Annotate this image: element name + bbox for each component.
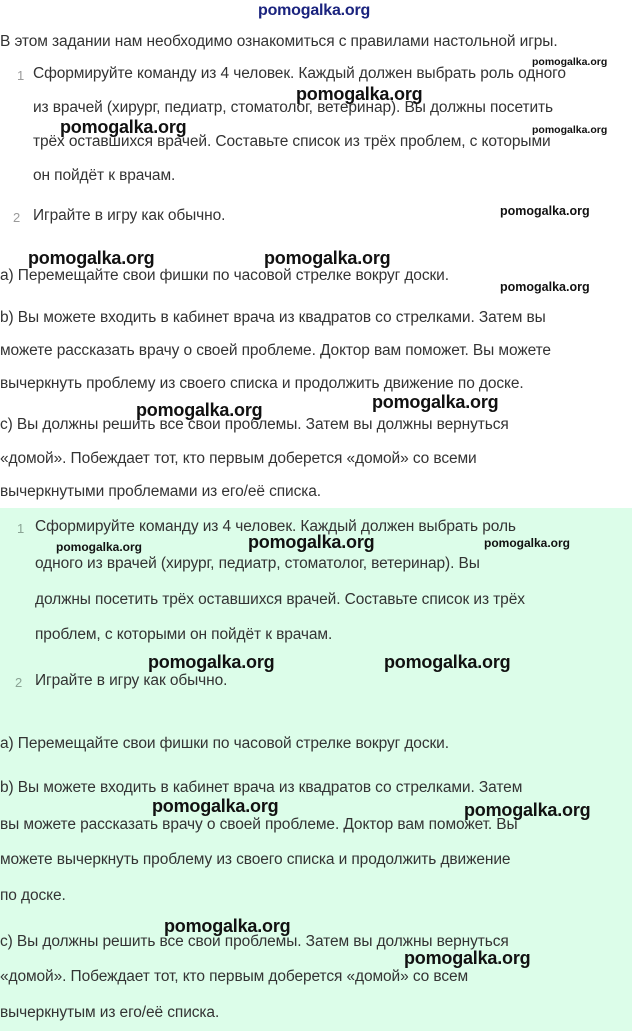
watermark: pomogalka.org (464, 800, 591, 820)
paragraph-c: c) Вы должны решить все свои проблемы. Затем вы должны вернуться (0, 933, 509, 950)
list-item-text: Играйте в игру как обычно. (35, 672, 228, 689)
watermark: pomogalka.org (372, 392, 499, 412)
watermark: pomogalka.org (484, 536, 571, 550)
paragraph-b: вы можете рассказать врачу о своей проблеме. Доктор вам поможет. Вы (0, 816, 518, 833)
watermark: pomogalka.org (296, 84, 423, 104)
paragraph-c: c) Вы должны решить все свои проблемы. Затем вы должны вернуться (0, 416, 509, 433)
list-item-text: проблем, с которыми он пойдёт к врачам. (35, 626, 333, 643)
answer-block (0, 508, 632, 1031)
list-number: 1 (17, 68, 25, 83)
paragraph-b: вычеркнуть проблему из своего списка и продолжить движение по доске. (0, 375, 524, 392)
paragraph-b: по доске. (0, 887, 66, 904)
list-number: 2 (15, 675, 23, 690)
paragraph-c: вычеркнутыми проблемами из его/её списка. (0, 483, 321, 500)
watermark: pomogalka.org (500, 280, 590, 294)
list-item-text: из врачей (хирург, педиатр, стоматолог, ветеринар). Вы должны посетить (33, 99, 553, 116)
watermark: pomogalka.org (264, 248, 391, 268)
list-item-text: одного из врачей (хирург, педиатр, стоматолог, ветеринар). Вы (35, 555, 480, 572)
watermark: pomogalka.org (404, 948, 531, 968)
watermark: pomogalka.org (28, 248, 155, 268)
watermark: pomogalka.org (500, 204, 590, 218)
intro-text: В этом задании нам необходимо ознакомиться с правилами настольной игры. (0, 33, 558, 50)
list-item-text: трёх оставшихся врачей. Составьте список из трёх проблем, с которыми (33, 133, 551, 150)
watermark: pomogalka.org (148, 652, 275, 672)
list-number: 1 (17, 521, 25, 536)
site-title: pomogalka.org (258, 2, 371, 19)
watermark: pomogalka.org (532, 124, 608, 136)
watermark: pomogalka.org (60, 117, 187, 137)
paragraph-c: «домой». Побеждает тот, кто первым доберется «домой» со всеми (0, 450, 477, 467)
paragraph-b: можете рассказать врачу о своей проблеме. Доктор вам поможет. Вы можете (0, 342, 551, 359)
list-item-text: Сформируйте команду из 4 человек. Каждый должен выбрать роль (35, 518, 516, 535)
paragraph-c: «домой». Побеждает тот, кто первым доберется «домой» со всем (0, 968, 469, 985)
watermark: pomogalka.org (384, 652, 511, 672)
list-number: 2 (13, 210, 21, 225)
watermark: pomogalka.org (136, 400, 263, 420)
paragraph-b: b) Вы можете входить в кабинет врача из квадратов со стрелками. Затем вы (0, 309, 546, 326)
list-item-text: Играйте в игру как обычно. (33, 207, 226, 224)
watermark: pomogalka.org (152, 796, 279, 816)
list-item-text: он пойдёт к врачам. (33, 167, 176, 184)
watermark: pomogalka.org (532, 56, 608, 68)
paragraph-a: a) Перемещайте свои фишки по часовой стрелке вокруг доски. (0, 735, 449, 752)
paragraph-c: вычеркнутым из его/её списка. (0, 1004, 220, 1021)
paragraph-b: b) Вы можете входить в кабинет врача из квадратов со стрелками. Затем (0, 779, 523, 796)
watermark: pomogalka.org (248, 532, 375, 552)
list-item-text: должны посетить трёх оставшихся врачей. Составьте список из трёх (35, 591, 525, 608)
list-item-text: Сформируйте команду из 4 человек. Каждый должен выбрать роль одного (33, 65, 566, 82)
paragraph-b: можете вычеркнуть проблему из своего списка и продолжить движение (0, 851, 511, 868)
watermark: pomogalka.org (164, 916, 291, 936)
watermark: pomogalka.org (56, 540, 143, 554)
paragraph-a: a) Перемещайте свои фишки по часовой стрелке вокруг доски. (0, 267, 449, 284)
